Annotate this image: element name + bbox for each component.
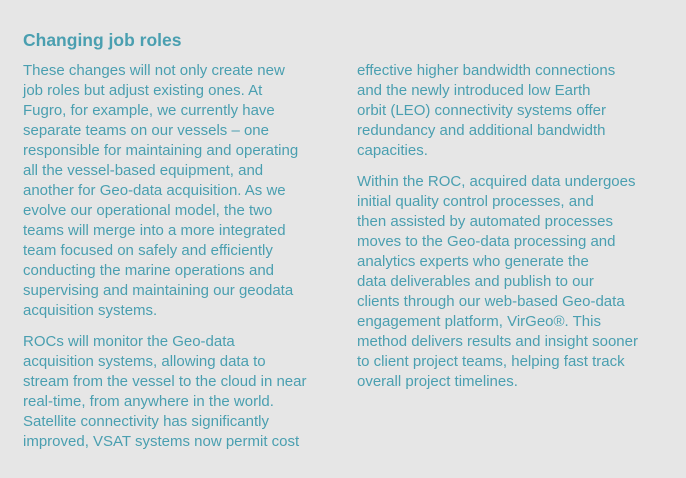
text-line: team focused on safely and efficiently [23,242,273,259]
paragraph [357,61,677,161]
text-line: clients through our web-based Geo-data [357,293,625,310]
text-line: orbit (LEO) connectivity systems offer [357,102,606,119]
text-line: initial quality control processes, and [357,193,594,210]
text-line: moves to the Geo-data processing and [357,233,616,250]
text-line: separate teams on our vessels – one [23,122,269,139]
paragraph [357,172,677,392]
text-line: all the vessel-based equipment, and [23,162,264,179]
text-line: capacities. [357,142,428,159]
text-line: Fugro, for example, we currently have [23,102,275,119]
text-line: stream from the vessel to the cloud in near [23,373,307,390]
text-line: overall project timelines. [357,373,518,390]
text-line: responsible for maintaining and operating [23,142,299,159]
left-column [23,61,343,463]
text-line: another for Geo-data acquisition. As we [23,182,286,199]
text-line: engagement platform, VirGeo®. This [357,313,601,330]
text-line: ROCs will monitor the Geo-data [23,333,235,350]
text-line: job roles but adjust existing ones. At [23,82,263,99]
text-line: real-time, from anywhere in the world. [23,393,274,410]
text-line: acquisition systems. [23,302,158,319]
text-line: redundancy and additional bandwidth [357,122,606,139]
paragraph [23,332,343,452]
right-column [357,61,677,403]
text-line: evolve our operational model, the two [23,202,273,219]
text-line: data deliverables and publish to our [357,273,594,290]
paragraph [23,61,343,321]
text-line: then assisted by automated processes [357,213,613,230]
text-line: These changes will not only create new [23,62,285,79]
text-line: to client project teams, helping fast track [357,353,625,370]
text-line: conducting the marine operations and [23,262,275,279]
article-heading: Changing job roles [23,30,182,50]
text-line: supervising and maintaining our geodata [23,282,294,299]
text-line: analytics experts who generate the [357,253,589,270]
text-line: teams will merge into a more integrated [23,222,286,239]
text-line: effective higher bandwidth connections [357,62,616,79]
text-line: and the newly introduced low Earth [357,82,591,99]
text-line: Satellite connectivity has significantly [23,413,269,430]
text-line: acquisition systems, allowing data to [23,353,266,370]
text-line: improved, VSAT systems now permit cost [23,433,300,450]
text-line: Within the ROC, acquired data undergoes [357,173,636,190]
text-line: method delivers results and insight sooner [357,333,638,350]
